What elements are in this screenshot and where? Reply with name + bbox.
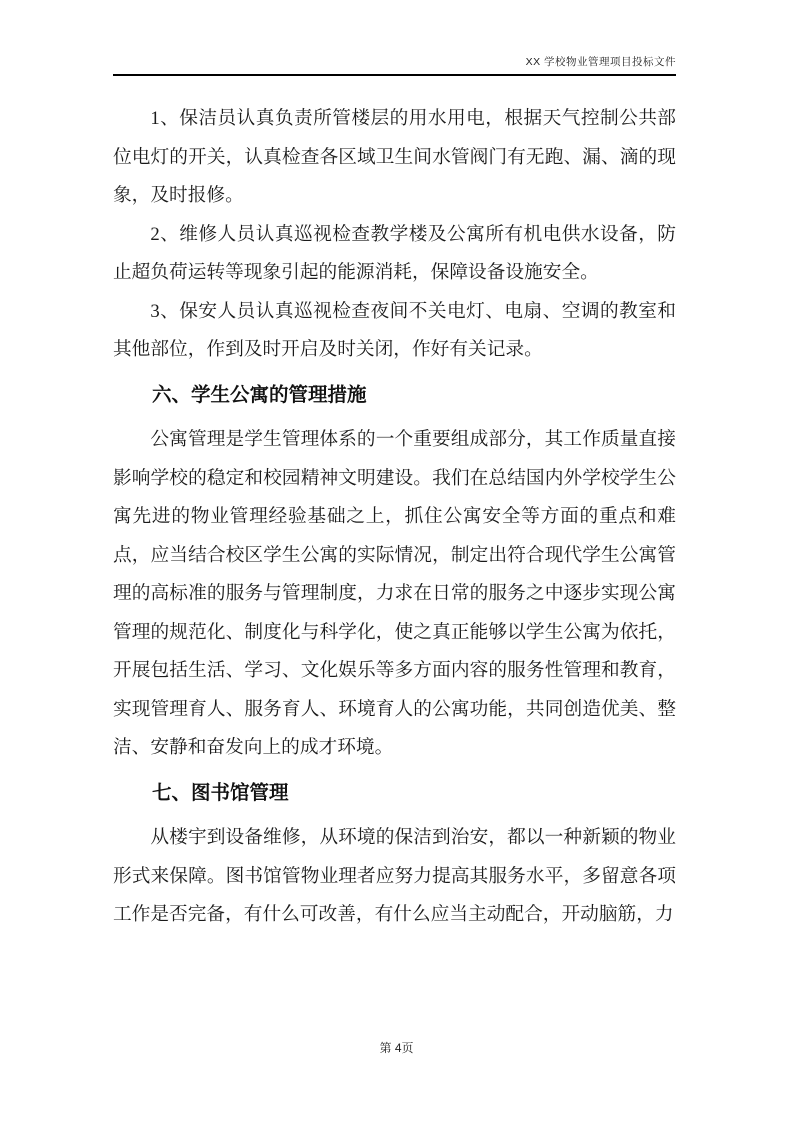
body-paragraph: 从楼宇到设备维修，从环境的保洁到治安，都以一种新颖的物业形式来保障。图书馆管物业理者应努力提高其服务水平，多留意各项工作是否完备，有什么可改善，有什么应当主动配合，开动脑筋，力 xyxy=(113,827,676,925)
body-paragraph: 3、保安人员认真巡视检查夜间不关电灯、电扇、空调的教室和其他部位，作到及时开启及时关闭，作好有关记录。 xyxy=(113,300,676,360)
page-footer xyxy=(0,1040,793,1056)
document-body xyxy=(113,100,676,935)
page-header xyxy=(113,55,676,69)
section-heading: 六、学生公寓的管理措施 xyxy=(152,383,367,406)
body-paragraph: 1、保洁员认真负责所管楼层的用水用电，根据天气控制公共部位电灯的开关，认真检查各区域卫生间水管阀门有无跑、漏、滴的现象，及时报修。 xyxy=(113,108,676,206)
page-number: 第 4页 xyxy=(379,1041,414,1055)
body-paragraph: 2、维修人员认真巡视检查教学楼及公寓所有机电供水设备，防止超负荷运转等现象引起的能源消耗，保障设备设施安全。 xyxy=(113,223,676,283)
header-title: XX 学校物业管理项目投标文件 xyxy=(525,56,676,68)
body-paragraph: 公寓管理是学生管理体系的一个重要组成部分，其工作质量直接影响学校的稳定和校园精神文明建设。我们在总结国内外学校学生公寓先进的物业管理经验基础之上，抓住公寓安全等方面的重点和难点，应当结合校区学生公寓的实际情况，制定出符合现代学生公寓管理的高标准的服务与管理制度，力求在日常的服务之中逐步实现公寓管理的规范化、制度化与科学化，使之真正能够以学生公寓为依托，开展包括生活、学习、文化娱乐等多方面内容的服务性管理和教育，实现管理育人、服务育人、环境育人的公寓功能，共同创造优美、整洁、安静和奋发向上的成才环境。 xyxy=(113,429,676,758)
header-rule xyxy=(113,74,676,76)
section-heading: 七、图书馆管理 xyxy=(152,781,289,804)
